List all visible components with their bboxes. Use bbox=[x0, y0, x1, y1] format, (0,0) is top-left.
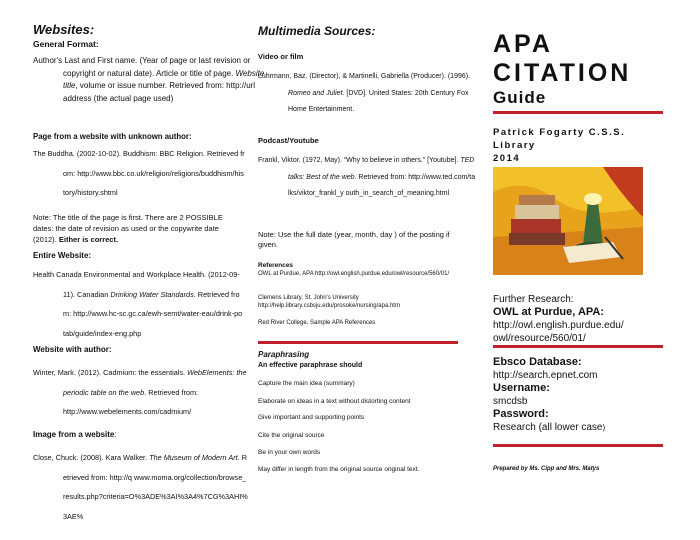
paraphrasing-item: Elaborate on ideas in a text without distorting content bbox=[258, 398, 411, 405]
podcast-note: Note: Use the full date (year, month, day ) of the posting if given. bbox=[258, 230, 450, 249]
website-with-author-entry: Winter, Mark. (2012). Cadmium: the essentials. WebElements: the periodic table on the web. Retrieved from: http://www.webelements.com/cadmium/ bbox=[33, 368, 247, 416]
books-lamp-illustration bbox=[493, 167, 643, 275]
multimedia-title: Multimedia Sources: bbox=[258, 24, 376, 38]
video-entry: Luhrmann, Baz. (Director), & Martinelli, Gabriella (Producer). (1996). Romeo and Juliet. [DVD]. United States: 20th Century Fox Home Entertainment. bbox=[258, 73, 471, 113]
image-entry: Close, Chuck. (2008). Kara Walker. The Museum of Modern Art. Retrieved from: http://q www.moma.org/collection/browse_results.php?criteria=O%3ADE%3AI%3A4%7CG%3AHI%3AE% bbox=[33, 453, 248, 521]
reference-item: Clemens Library, St. John's University http://help.library.csbsju.edu/prosoke/nursing/apa.htm bbox=[258, 295, 400, 309]
entire-website-heading: Entire Website: bbox=[33, 251, 92, 260]
guide-title: Guide bbox=[493, 88, 547, 107]
ebsco-info: Ebsco Database: http://search.epnet.com Username: smcdsb Password: Research (all lower case) bbox=[493, 356, 606, 433]
references-heading: References bbox=[258, 262, 294, 269]
general-format-heading: General Format: bbox=[33, 39, 99, 49]
paraphrasing-item: Capture the main idea (summary) bbox=[258, 380, 355, 387]
paraphrasing-heading: Paraphrasing bbox=[258, 350, 310, 359]
divider bbox=[493, 444, 663, 447]
ebsco-link[interactable]: http://search.epnet.com bbox=[493, 370, 598, 381]
owl-link[interactable]: owl/resource/560/01/ bbox=[493, 333, 586, 344]
reference-item: OWL at Purdue, APA http://owl.english.purdue.edu/owl/resource/560/01/ bbox=[258, 271, 450, 277]
divider bbox=[493, 111, 663, 114]
paraphrasing-item: May differ in length from the original source original text. bbox=[258, 466, 420, 473]
divider bbox=[493, 345, 663, 348]
paraphrasing-item: Cite the original source bbox=[258, 432, 325, 439]
unknown-author-entry: The Buddha. (2002-10-02). Buddhism: BBC Religion. Retrieved from: http://www.bbc.co.uk/religion/religions/buddhism/history/history.shtml bbox=[33, 149, 245, 197]
websites-title: Websites: bbox=[33, 22, 95, 37]
reference-item: Red River College, Sample APA References bbox=[258, 320, 376, 326]
paraphrasing-subheading: An effective paraphrase should bbox=[258, 362, 363, 369]
paraphrasing-item: Give important and supporting points bbox=[258, 414, 365, 421]
general-format-text: Author's Last and First name. (Year of page or last revision or copyright or natural date). Article or title of page. Website title, volume or issue number. Retrieved from: http://url address (the actual page used) bbox=[33, 56, 265, 103]
video-heading: Video or film bbox=[258, 52, 304, 61]
divider bbox=[258, 341, 458, 344]
apa-title: APA CITATION bbox=[493, 30, 632, 87]
image-heading: Image from a website: bbox=[33, 430, 117, 439]
entire-website-entry: Health Canada Environmental and Workplace Health. (2012-09-11). Canadian Drinking Water Standards. Retrieved from: http://www.hc-sc.gc.ca/ewh-semt/water-eau/drink-potab/guide/index-eng.php bbox=[33, 270, 243, 338]
prepared-by: Prepared by Ms. Cipp and Mrs. Matys bbox=[493, 466, 600, 472]
podcast-heading: Podcast/Youtube bbox=[258, 136, 319, 145]
unknown-author-heading: Page from a website with unknown author: bbox=[33, 132, 192, 141]
library-name: Patrick Fogarty C.S.S. Library 2014 bbox=[493, 127, 626, 164]
podcast-entry: Frankl, Viktor. (1972, May). “Why to believe in others.” [Youtube]. TED talks: Best of the web. Retrieved from: http://www.ted.com/talks/viktor_frankl_y outh_in_search_of_meaning.html bbox=[258, 157, 476, 197]
note-text: Note: The title of the page is first. There are 2 POSSIBLE dates: the date of revision as used or the copywrite date (2012). Either is correct. bbox=[33, 213, 223, 244]
paraphrasing-item: Be in your own words bbox=[258, 449, 321, 456]
further-research: Further Research: OWL at Purdue, APA: http://owl.english.purdue.edu/ owl/resource/560/01/ bbox=[493, 294, 624, 344]
website-with-author-heading: Website with author: bbox=[33, 345, 112, 354]
owl-link[interactable]: http://owl.english.purdue.edu/ bbox=[493, 320, 624, 331]
